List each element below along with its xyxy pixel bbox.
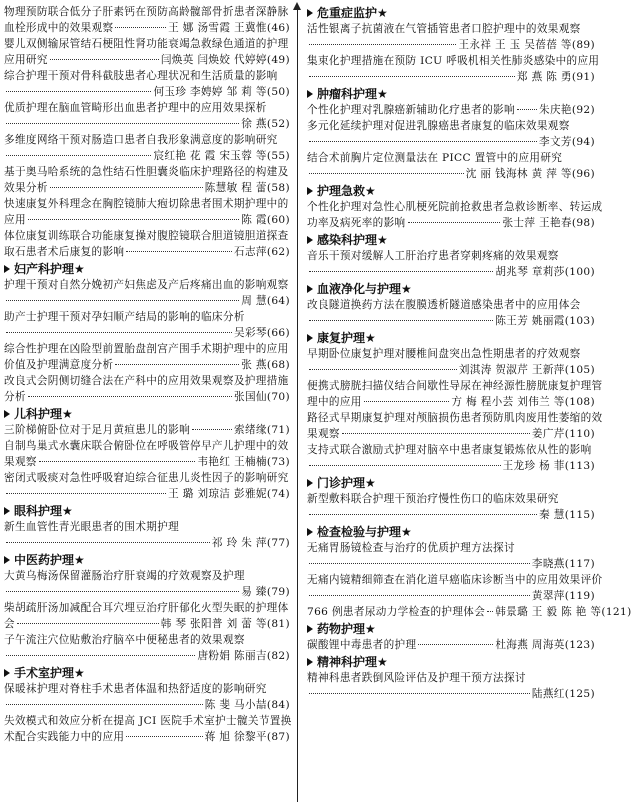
article-authors: 韩 琴 张阳普 刘 蕾 等 [160,618,267,630]
article-title: 理中的应用 [307,396,362,408]
article-title: 子午流注穴位贴敷治疗脑卒中便秘患者的效果观察 [4,634,245,646]
toc-title-line [307,426,595,442]
page-number[interactable]: (60) [266,214,290,226]
article-title: 活性银离子抗菌液在气管插管患者口腔护理中的效果观察 [307,23,581,35]
column-divider [297,8,298,802]
article-authors: 黄翠萍 [531,590,565,602]
section-heading-label: 儿科护理★ [14,407,73,421]
dot-leader [517,108,537,110]
page-number[interactable]: (64) [266,295,290,307]
article-authors: 闫焕英 闫焕姣 代婷婷 [160,54,267,66]
article-title: 会 [4,618,15,630]
page-number[interactable]: (96) [571,168,595,180]
article-authors: 李文芳 [539,136,572,148]
toc-author-line [4,116,290,132]
section-heading [307,232,595,248]
dot-leader [6,299,239,301]
dot-leader [6,703,203,705]
toc-title-line [307,102,595,118]
toc-author-line [307,507,595,523]
page-number[interactable]: (113) [564,460,595,472]
article-title: 失效模式和效应分析在提高 JCI 医院手术室护士髋关节置换 [4,715,292,727]
section-heading-label: 肿瘤科护理★ [317,87,388,101]
article-title: 物理预防联合低分子肝素钙在预防高龄髋部骨折患者深静脉 [4,6,289,18]
article-authors: 秦 慧 [539,509,565,521]
article-title: 婴儿双侧输尿管结石梗阻性肾功能衰竭急救绿色通道的护理 [4,38,289,50]
article-title: 集束化护理措施在预防 ICU 呼吸机相关性肺炎感染中的应用 [307,55,600,67]
article-authors: 韦艳红 王楠楠 [197,456,267,468]
toc-entry[interactable] [4,4,290,36]
section-triangle-icon [307,528,313,536]
section-heading-label: 手术室护理★ [14,666,85,680]
page-number[interactable]: (91) [571,71,595,83]
dot-leader [115,363,239,365]
toc-entry[interactable] [4,373,290,405]
dot-leader [115,26,166,28]
page-number[interactable]: (70) [266,391,290,403]
article-title: 体位康复训练联合功能康复操对腹腔镜联合胆道镜胆道探查 [4,230,289,242]
toc-author-line [307,166,595,182]
page-number[interactable]: (79) [266,586,290,598]
toc-author-line [4,148,290,164]
article-authors: 吴彩琴 [234,327,267,339]
page-number[interactable]: (46) [266,22,290,34]
toc-entry[interactable] [4,519,290,551]
toc-title-line [307,215,595,231]
page-number[interactable]: (119) [564,590,595,602]
article-authors: 徐 燕 [241,118,267,130]
article-title: 果观察 [4,456,37,468]
toc-title-line [4,422,290,438]
dot-leader [309,270,493,272]
section-triangle-icon [307,625,313,633]
section-triangle-icon [307,658,313,666]
toc-entry[interactable] [307,297,595,329]
toc-entry[interactable] [4,713,290,745]
toc-author-line [4,535,290,551]
page-number[interactable]: (117) [564,558,595,570]
article-title: 个性化护理对乳腺癌新辅助化疗患者的影响 [307,104,515,116]
dot-leader [6,654,195,656]
article-authors: 李晓燕 [531,558,565,570]
article-authors: 宸红艳 花 霞 宋玉蓉 等 [153,150,267,162]
article-authors: 蒋 旭 徐黎平 [204,731,267,743]
article-title: 柴胡疏肝汤加减配合耳穴埋豆治疗肝郁化火型失眠的护理体 [4,602,289,614]
section-heading-label: 感染科护理★ [317,233,388,247]
section-heading [307,86,595,102]
article-title: 分析 [4,391,26,403]
section-heading-label: 眼科护理★ [14,504,73,518]
section-triangle-icon [4,556,10,564]
page-number[interactable]: (115) [564,509,595,521]
dot-leader [364,400,450,402]
toc-entry[interactable] [307,102,595,118]
article-title: 应用 [4,214,26,226]
article-title: 个性化护理对急性心肌梗死院前抢救患者急救诊断率、转运成 [307,201,603,213]
toc-author-line [307,686,595,702]
article-authors: 何玉珍 李娉婷 邹 莉 等 [153,86,267,98]
article-title: 音乐干预对缓解人工肝治疗患者穿刺疼痛的效果观察 [307,250,559,262]
article-authors: 方 梅 程小芸 刘伟兰 等 [451,396,565,408]
toc-author-line [4,697,290,713]
dot-leader [487,610,493,612]
article-authors: 陈王芳 姚丽霞 [495,315,565,327]
toc-entry[interactable] [307,150,595,182]
dot-leader [126,735,202,737]
toc-entry[interactable] [4,470,290,502]
section-triangle-icon [307,9,313,17]
section-heading [307,281,595,297]
dot-leader [408,221,501,223]
toc-entry[interactable] [307,199,603,231]
article-authors: 刘淇涛 贺淑芹 王新萍 [458,364,565,376]
toc-entry[interactable] [4,164,290,196]
section-heading [4,261,290,277]
section-heading-label: 中医药护理★ [14,553,85,567]
toc-author-line [4,293,290,309]
toc-author-line [307,556,595,572]
section-heading [307,475,595,491]
toc-entry[interactable] [307,346,595,378]
toc-title-line [307,637,595,653]
toc-title-line [4,616,290,632]
article-authors: 王永祥 王 玉 吴蓓蓓 等 [458,39,572,51]
dot-leader [418,643,493,645]
page-number[interactable]: (77) [266,537,290,549]
article-authors: 祁 玲 朱 萍 [211,537,267,549]
page-number[interactable]: (55) [266,150,290,162]
section-triangle-icon [307,285,313,293]
toc-title-line [4,357,290,373]
article-title: 价值及护理满意度分析 [4,359,114,371]
section-triangle-icon [307,236,313,244]
toc-title-line [4,20,290,36]
dot-leader [50,186,203,188]
article-authors: 王龙珍 杨 菲 [502,460,565,472]
page-number[interactable]: (108) [564,396,595,408]
article-authors: 陈慧敏 程 蕾 [204,182,267,194]
toc-title-line [307,394,595,410]
section-heading [307,183,595,199]
dot-leader [6,331,232,333]
section-heading-label: 检查检验与护理★ [317,525,412,539]
toc-author-line [307,313,595,329]
article-title: 功率及病死率的影响 [307,217,406,229]
toc-entry[interactable] [4,681,290,713]
dot-leader [309,464,501,466]
section-heading [307,524,595,540]
toc-entry[interactable] [4,132,290,164]
page-number[interactable]: (105) [564,364,595,376]
toc-entry[interactable] [307,378,603,410]
article-title: 新型敷料联合护理干预治疗慢性伤口的临床效果研究 [307,493,559,505]
article-title: 术配合实践能力中的应用 [4,731,125,743]
page-number[interactable]: (98) [571,217,595,229]
article-authors: 王 璐 刘琼洁 彭雅妮 [168,488,267,500]
toc-author-line [4,84,290,100]
section-heading [307,621,595,637]
article-authors: 张 燕 [241,359,267,371]
page-number[interactable]: (74) [266,488,290,500]
toc-left-column [4,4,290,745]
page-number[interactable]: (62) [266,246,290,258]
toc-author-line [4,648,290,664]
section-triangle-icon [307,334,313,342]
article-authors: 韩景璐 王 毅 陈 艳 等 [495,606,602,618]
toc-entry[interactable] [307,604,632,620]
article-authors: 郑 燕 陈 勇 [516,71,572,83]
toc-title-line [4,454,290,470]
toc-right-column [307,4,632,702]
toc-entry[interactable] [4,68,290,100]
article-title: 结合术前胸片定位测量法在 PICC 置管中的应用研究 [307,152,563,164]
section-heading-label: 血液净化与护理★ [317,282,412,296]
toc-author-line [307,37,595,53]
toc-entry[interactable] [4,228,290,260]
article-authors: 周 慧 [241,295,267,307]
article-authors: 易 臻 [241,586,267,598]
article-title: 取石患者术后康复的影响 [4,246,125,258]
toc-author-line [307,134,595,150]
section-triangle-icon [307,187,313,195]
section-triangle-icon [4,669,10,677]
dot-leader [309,594,530,596]
page-number[interactable]: (84) [266,699,290,711]
toc-entry[interactable] [307,118,595,150]
article-title: 应用研究 [4,54,48,66]
page-number[interactable]: (73) [266,456,290,468]
section-heading [307,330,595,346]
toc-author-line [307,362,595,378]
article-authors: 唐粉娟 陈丽吉 [197,650,267,662]
toc-entry[interactable] [307,670,595,702]
page-number[interactable]: (110) [564,428,595,440]
page-number[interactable]: (50) [266,86,290,98]
toc-entry[interactable] [4,196,290,228]
article-title: 早期卧位康复护理对腰椎间盘突出急性期患者的疗效观察 [307,348,581,360]
page-number[interactable]: (68) [266,359,290,371]
toc-entry[interactable] [4,632,290,664]
dot-leader [342,432,530,434]
page-number[interactable]: (125) [564,688,595,700]
page-number[interactable]: (89) [571,39,595,51]
article-title: 改良隧道换药方法在腹膜透析隧道感染患者中的应用体会 [307,299,581,311]
article-title: 大黄乌梅汤保留灌肠治疗肝衰竭的疗效观察及护理 [4,570,245,582]
dot-leader [309,513,537,515]
divider-arrow-icon [293,2,301,10]
dot-leader [309,562,530,564]
article-authors: 王 娜 汤雪霞 王冀惟 [168,22,267,34]
section-heading [4,665,290,681]
toc-entry[interactable] [4,341,290,373]
article-title: 护理干预对自然分娩初产妇焦虑及产后疼痛出血的影响观察 [4,279,289,291]
section-heading-label: 精神科护理★ [317,655,388,669]
section-triangle-icon [4,507,10,515]
toc-entry[interactable] [307,540,595,572]
toc-entry[interactable] [4,568,290,600]
article-title: 综合性护理在凶险型前置胎盘剖宫产围手术期护理中的应用 [4,343,289,355]
toc-author-line [307,588,595,604]
article-authors: 陆燕红 [531,688,565,700]
toc-author-line [4,486,290,502]
page-number[interactable]: (121) [601,606,632,618]
toc-entry[interactable] [307,491,595,523]
article-title: 766 例患者尿动力学检查的护理体会 [307,606,486,618]
dot-leader [6,122,239,124]
page-number[interactable]: (52) [266,118,290,130]
article-title: 果观察 [307,428,340,440]
article-title: 基于奥马哈系统的急性结石性胆囊炎临床护理路径的构建及 [4,166,289,178]
section-triangle-icon [307,479,313,487]
dot-leader [6,541,210,543]
section-heading [4,406,290,422]
dot-leader [309,172,464,174]
section-heading-label: 药物护理★ [317,622,376,636]
article-title: 多元化延续护理对促进乳腺癌患者康复的临床效果观察 [307,120,570,132]
article-title: 密闭式吸痰对急性呼吸窘迫综合征患儿炎性因子的影响研究 [4,472,289,484]
toc-entry[interactable] [4,277,290,309]
toc-title-line [4,212,290,228]
dot-leader [6,154,151,156]
dot-leader [28,395,232,397]
article-title: 自制鸟巢式水囊床联合俯卧位在呼吸管停早产儿护理中的效 [4,440,289,452]
toc-entry[interactable] [307,53,600,85]
dot-leader [309,140,537,142]
page-number[interactable]: (66) [266,327,290,339]
toc-author-line [307,264,595,280]
dot-leader [309,75,515,77]
dot-leader [309,43,456,45]
article-title: 无痛胃肠镜检查与治疗的优质护理方法探讨 [307,542,515,554]
article-title: 便携式膀胱扫描仪结合间歇性导尿在神经源性膀胱康复护理管 [307,380,603,392]
page-number[interactable]: (87) [266,731,290,743]
toc-author-line [4,325,290,341]
article-title: 优质护理在脑血管畸形出血患者护理中的应用效果探析 [4,102,267,114]
section-heading-label: 康复护理★ [317,331,376,345]
toc-title-line [4,180,290,196]
article-title: 助产士护理干预对孕妇顺产结局的影响的临床分析 [4,311,245,323]
article-title: 改良式会阴侧切缝合法在产科中的应用效果观察及护理措施 [4,375,289,387]
section-triangle-icon [307,90,313,98]
toc-author-line [307,458,595,474]
dot-leader [28,218,239,220]
page-number[interactable]: (100) [564,266,595,278]
toc-entry[interactable] [4,36,290,68]
article-authors: 张士萍 王艳春 [502,217,572,229]
section-triangle-icon [4,410,10,418]
section-heading [4,552,290,568]
toc-entry[interactable] [4,600,290,632]
page-number[interactable]: (123) [564,639,595,651]
toc-title-line [4,389,290,405]
article-title: 精神科患者跌倒风险评估及护理干预方法探讨 [307,672,526,684]
page-number[interactable]: (103) [564,315,595,327]
toc-entry[interactable] [307,410,603,442]
toc-entry[interactable] [307,248,595,280]
section-heading-label: 护理急救★ [317,184,376,198]
article-authors: 索绪缘 [234,424,267,436]
page-number[interactable]: (58) [266,182,290,194]
toc-title-line [307,604,632,620]
article-authors: 张国仙 [234,391,267,403]
section-heading-label: 危重症监护★ [317,6,388,20]
article-authors: 陈 霞 [241,214,267,226]
article-title: 效果分析 [4,182,48,194]
article-title: 新生血管性青光眼患者的围术期护理 [4,521,180,533]
toc-author-line [307,69,595,85]
article-title: 三阶梯俯卧位对于足月黄疸患儿的影响 [4,424,191,436]
article-authors: 胡兆琴 章莉莎 [495,266,565,278]
page-number[interactable]: (71) [266,424,290,436]
page-number[interactable]: (81) [266,618,290,630]
dot-leader [192,428,232,430]
article-title: 保暖袜护理对脊柱手术患者体温和热舒适度的影响研究 [4,683,267,695]
dot-leader [309,692,530,694]
article-authors: 石志萍 [234,246,267,258]
toc-title-line [4,729,290,745]
toc-entry[interactable] [307,21,595,53]
page-number[interactable]: (92) [571,104,595,116]
article-title: 血栓形成中的效果观察 [4,22,114,34]
article-authors: 沈 丽 钱海林 黄 萍 等 [465,168,572,180]
article-authors: 陈 斐 马小喆 [204,699,267,711]
dot-leader [6,590,239,592]
dot-leader [39,460,196,462]
page-number[interactable]: (49) [266,54,290,66]
dot-leader [50,58,159,60]
page-number[interactable]: (94) [571,136,595,148]
toc-author-line [4,584,290,600]
toc-title-line [4,244,290,260]
toc-entry[interactable] [307,442,595,474]
dot-leader [6,90,151,92]
section-heading-label: 妇产科护理★ [14,262,85,276]
toc-entry[interactable] [4,438,290,470]
section-triangle-icon [4,265,10,273]
toc-entry[interactable] [4,309,290,341]
page-number[interactable]: (82) [266,650,290,662]
toc-entry[interactable] [4,100,290,132]
toc-entry[interactable] [4,422,290,438]
dot-leader [6,492,166,494]
dot-leader [17,622,159,624]
article-title: 支持式联合激励式护理对脑卒中患者康复锻炼依从性的影响 [307,444,592,456]
article-title: 无痛内镜精细筛查在消化道早癌临床诊断当中的应用效果评价 [307,574,603,586]
dot-leader [309,319,493,321]
article-title: 碳酸锂中毒患者的护理 [307,639,417,651]
toc-title-line [4,52,290,68]
article-title: 多维度网络干预对肠造口患者自我形象满意度的影响研究 [4,134,278,146]
article-authors: 姜广芹 [531,428,565,440]
section-heading-label: 门诊护理★ [317,476,376,490]
article-title: 快速康复外科理念在胸腔镜肺大疱切除患者围术期护理中的 [4,198,289,210]
section-heading [307,654,595,670]
article-title: 综合护理干预对骨科截肢患者心理状况和生活质量的影响 [4,70,278,82]
section-heading [307,5,595,21]
section-heading [4,503,290,519]
toc-entry[interactable] [307,637,595,653]
toc-entry[interactable] [307,572,603,604]
article-title: 路径式早期康复护理对颅脑损伤患者预防肌肉废用性萎缩的效 [307,412,603,424]
article-authors: 杜海燕 周海英 [495,639,565,651]
article-authors: 朱庆艳 [539,104,572,116]
dot-leader [309,368,457,370]
dot-leader [126,250,232,252]
